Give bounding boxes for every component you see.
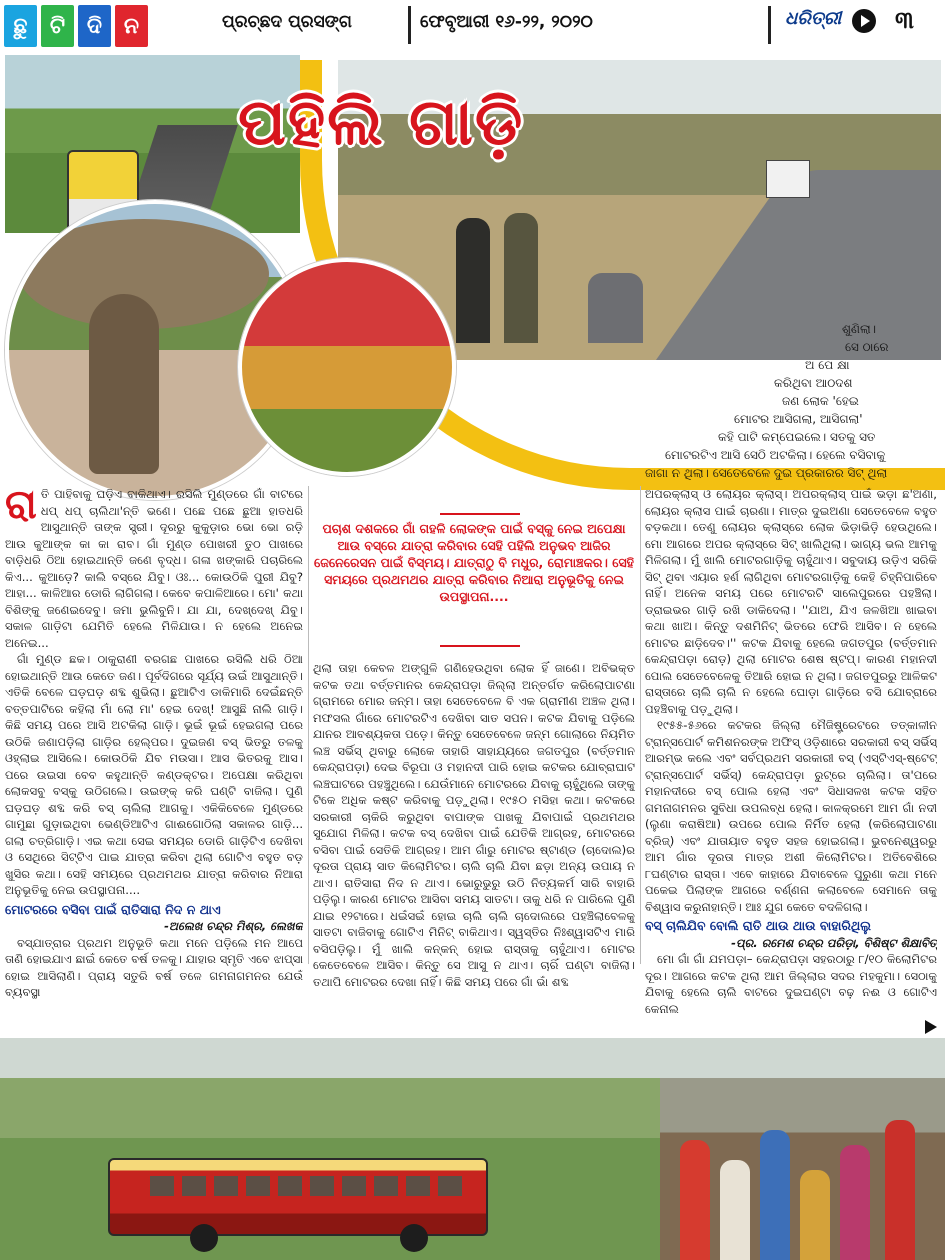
paragraph: ଅପରକ୍ଲାସ୍ ଓ ଲୋୟର କ୍ଲାସ୍। ଅପରକ୍ଲାସ୍ ପାଇଁ ଭଡ଼ା ଛ'ଅଣା, ଲୋୟର କ୍ଲାସ ପାଇଁ ଚାରଣା। ମାତ୍ର ଦୁଇଅଣା ସେତେବେଳେ ବହୁତ ବଡ଼କଥା। ତେଣୁ ଲୋୟର କ୍ଲାସ୍‌ରେ ଲୋକ ଭିଡ଼ାଭିଡ଼ି ହେଉଥିଲେ। ମୋ ଆଗରେ ଅପର କ୍ଲାସ୍‌ରେ ସିଟ୍ ଖାଲିଥିଲା। ଭାଗ୍ୟ ଭଲ ଆମକୁ ମିଳିଗଲା। ମୁଁ ଖାଲି ମୋଟରଗାଡ଼ିକୁ ଚାହୁଁଥାଏ। ସବୁଦାୟ ଉଡ଼ିଏ ସରିକି ସିଟ୍ ଥିବା ଏୟାର ହର୍ଣ ଲାଗିଥିବା ମୋଟରଗାଡ଼ିକୁ କେହି ଚିହ୍ନିପାରିବେ ନାହିଁ। ଅନେକ ସମୟ ପରେ ମୋଟରଟି ସାଲେପୁରରେ ପହଞ୍ଚିଲା। ଡ୍ରାଇଭର ଗାଡ଼ି ରଖି ଡାକିଦେଲା। ''ଯାଅ, ଯିଏ ଜଳଖିଆ ଖାଇବା କଥା ଖାଅ। କିନ୍ତୁ ଦଶମିନିଟ୍ ଭିତରେ ଫେରି ଆସିବ। ନ ହେଲେ ମୋଟର ଛାଡ଼ିଦେବ।'' କଟକ ଯିବାକୁ ହେଲେ ଜଗତପୁର (ବର୍ତ୍ତମାନ କେନ୍ଦ୍ରାପଡ଼ା ରୋଡ଼) ଥିଲା ମୋଟର ଶେଷ ଷ୍ଟପ୍। କାରଣ ମହାନଦୀ ପୋଲ ସେତେବେଳେକୁ ତିଆରି ହୋଇ ନ ଥିଲା। ଜଗତପୁରରୁ ଆଳିକଟ ରାସ୍ତାରେ ଚାଲି ଚାଲି ନ ହେଲେ ଘୋଡ଼ା ଗାଡ଼ିରେ ବସି ଯୋବ୍ରାରେ ପହଞ୍ଚିବାକୁ ପଡ଼ୁଥିଲା। xyxy=(645,487,937,716)
subheading: ମୋଟରରେ ବସିବା ପାଇଁ ରାତିସାରା ନିଦ ନ ଥାଏ xyxy=(5,901,221,917)
page-number: ୩ xyxy=(895,6,914,34)
article-column-1 xyxy=(5,486,303,1038)
intro-line: ଜାଗା ନ ଥିଲା। ସେତେବେଳେ ଦୁଇ ପ୍ରକାରର ସିଟ୍ ଥିଲା xyxy=(645,466,888,480)
issue-date: ଫେବୃଆରୀ ୧୬-୨୨, ୨୦୨୦ xyxy=(420,12,593,32)
intro-line: ଜଣ ଲୋକ 'ହେଇ xyxy=(782,394,859,408)
byline: -ଅଲେଖ ଚନ୍ଦ୍ର ମିଶ୍ର, ଲେଖକ xyxy=(164,919,303,933)
section-letter-3: ଦି xyxy=(78,5,111,47)
pullquote-rule xyxy=(440,645,520,647)
column-name: ପ୍ରଚ୍ଛଦ ପ୍ରସଙ୍ଗ xyxy=(222,12,352,32)
intro-line: ଶୁଣିଲା। xyxy=(842,322,877,336)
paragraph: ମୋ ଗାଁ ଗାଁ ଯମପଡ଼ା– କେନ୍ଦ୍ରାପଡ଼ା ସହରଠାରୁ ୮/୧୦ କିଲୋମିଟର ଦୂର। ଆଗରେ କଟକ ଥିଲା ଆମ ଜିଲ୍ଲାର ସଦର ମହକୁମା। ସେଠାକୁ ଯିବାକୁ ହେଲେ ଚାଲି ବାଟରେ ଦୁଇଘଣ୍ଟା ବଢ଼ ନଈ ଓ ଗୋଟିଏ କେନାଲ xyxy=(645,952,937,1016)
tree-trunk-shape xyxy=(89,294,159,474)
intro-line: ମୋଟର ଆସିଗଲା, ଆସିଗଲା' xyxy=(734,412,863,426)
column-rule xyxy=(640,486,641,964)
paragraph: ଗାଁ ମୁଣ୍ଡ ଛକ। ଠାକୁରାଣୀ ବରଗଛ ପାଖରେ ରସିଲି ଧରି ଠିଆ ହୋଇଥାନ୍ତି ଆଉ କେତେ ଜଣ। ପୂର୍ବଦିଗରେ ସୂର୍ଯ୍ୟ ଉଇଁ ଆସୁଥାନ୍ତି। ଏତିକି ବେଳେ ଘଡ଼ଘଡ଼ ଶବ୍ଦ ଶୁଭିଲା। ଛୁଆଟିଏ ଡାକିମାରି ଦେଇଁଛନ୍ତି ବତ୍ତପାଟିରେ କହିଲା ମାଁ ଲୋ ମା' ହେଇ ଦେଖ୍! ଆସୁଛି ନାଲି ଗାଡ଼ି। କିଛି ସମୟ ପରେ ଆସି ଅଟକିଲା ଗାଡ଼ି। ଭୂଇଁ ଭୂଇଁ ହେଇଗଲା ପରେ ଉଠିକି ଜଣାପଡ଼ିଲା ଗାଡ଼ିର ହେଲ୍‌ପର। ଦୁଇଜଣ ବସ୍ ଭିତରୁ ତଳକୁ ଓହ୍ଲାଇ ଆସିଲେ। କୋଉଠିକି ଯିବ ମଉସା। ଆସ ଭିତରକୁ ଆସ। ପରେ ଉଇସା ବେବ କହୁଥାନ୍ତି କଣ୍ଡକ୍ଟର। ଅପେକ୍ଷା କରିଥିବା ଲୋକସବୁ ବସ୍‌କୁ ଉଠିଗଲେ। ଉଇଙ୍କ୍ କରି ଘଣ୍ଟି ବାଜିଲା। ପୁଣି ଘଡ଼ଘଡ଼ ଶବ୍ଦ କରି ବସ୍ ଚାଲିଲା ଆଗକୁ। ଏକିକିବେଳେ ମୁଣ୍ଡରେ ଗାମୁଛା ଗୁଡ଼ାଇଥିବା ଭେଣ୍ଡିଆଟିଏ ଗାଈଗୋଠିଲା ସକାଳର ଗାଡ଼ି... ଗଲା ଚତ୍ରିଗାଡ଼ି। ଏଇ କଥା ସେଇ ସମୟର ଡୋରି ଗାଡ଼ିଟିଏ ଦେଖିବା ଓ ସେଥିରେ ସିଟ୍‌ଟିଏ ପାଇ ଯାତ୍ରା କରିବା ଥିଲା ଗୋଟିଏ ବହୁତ ବଡ଼ ଖୁସିର କଥା। ସେହି ସମୟରେ ପ୍ରଥମଥର ଯାତ୍ରା କରିବାର ନିଆରା ଅନୁଭୂତିକୁ ନେଇ ଉପସ୍ଥାପନା.... xyxy=(5,652,303,897)
pullquote-rule xyxy=(440,513,520,515)
intro-line: ଅ ପେ କ୍ଷା xyxy=(805,358,850,372)
section-letter-2: ଟି xyxy=(41,5,74,47)
page-header xyxy=(0,0,945,50)
brand-logo: ଧରିତ୍ରୀ xyxy=(785,8,842,29)
section-letter-1: ଛୁ xyxy=(4,5,37,47)
paragraph: ବସ୍‌ଯାତ୍ରାର ପ୍ରଥମ ଅନୁଭୂତି କଥା ମନେ ପଡ଼ିଲେ ମନ ଆପେ ତାଣି ହୋଇଯାଏ ଛାଇଁ କେତେ ବର୍ଷ ତଳକୁ। ଯାହାର ସ୍ମୃତି ଏବେ ଝାପ୍‌ସା ହୋଇ ଆସିଲାଣି। ପ୍ରାୟ ସତୁରି ବର୍ଷ ତଳେ ଗମନାଗମନର ଯେଉଁ ବ୍ୟବସ୍ଥା xyxy=(5,935,303,999)
article-column-2 xyxy=(313,660,635,1038)
bus-wheel-shape xyxy=(190,1224,218,1252)
children-group-shape xyxy=(660,1078,945,1260)
paragraph: ଥିଲା ତାହା କେବଳ ଅଙ୍ଗୁଳି ଗଣିହେଉଥିବା ଲୋକ ହିଁ ଜାଣେ। ଅବିଭକ୍ତ କଟକ ତଥା ବର୍ତ୍ତମାନର କେନ୍ଦ୍ରାପଡ଼ା ଜିଲ୍ଲା ଅନ୍ତର୍ଗତ କରିଲୋପାଟଣା ଗ୍ରାମରେ ମୋର ଜନ୍ମ। ତାହା ସେତେବେଳେ ବି ଏକ ଗ୍ରାମୀଣ ଅଞ୍ଚଳ ଥିଲା। ମଫସଲ ଗାଁରେ ମୋଟରଟିଏ ଦେଖିବା ସାତ ସପନ। କଟକ ଯିବାକୁ ପଡ଼ିଲେ ଯାନର ଆବଶ୍ୟକତା ପଡ଼େ। କିନ୍ତୁ ସେତେବେଳେ ଜନ୍ମ ଗୋଲାରେ ନିୟମିତ ଲଞ୍ଚ ସର୍ଭିସ୍ ଥିବାରୁ ଲୋକେ ତାହାରି ସାହାଯ୍ୟରେ ଜଗତପୁର (ବର୍ତ୍ତମାନ କେନ୍ଦ୍ରାପଡ଼ା) ଦେଇ ବିରୂପା ଓ ମହାନଦୀ ପାରି ହୋଇ କଟକର ଯୋବ୍ରାଘାଟ ଲଞ୍ଚଘାଟରେ ପହଞ୍ଚୁଥିଲେ। ଯେଉଁମାନେ ମୋଟରରେ ଯିବାକୁ ଚାହୁଁଥିଲେ ତାଙ୍କୁ ଟିକେ ଅଧିକ କଷ୍ଟ କରିବାକୁ ପଡ଼ୁଥିଲା। ୧୯୫୦ ମସିହା କଥା। କଟକରେ ସରକାରୀ ଚାକିରି କରୁଥିବା ବାପାଙ୍କ ପାଖକୁ ଯିବାପାଇଁ ପ୍ରଥମଥର ସୁଯୋଗ ମିଳିଲା। କଟକ ବସ୍ ଦେଖିବା ପାଇଁ ଯେତିକି ଆଗ୍ରହ, ମୋଟରରେ ବସିବା ପାଇଁ ସେତିକି ଆଗ୍ରହ। ଆମ ଗାଁରୁ ମୋଟର ଷ୍ଟାଣ୍ଡ (ଚାଦୋଲ)ର ଦୂରତା ପ୍ରାୟ ସାତ କିଲୋମିଟର। ଚାଲି ଚାଲି ଯିବା ଛଡ଼ା ଅନ୍ୟ ଉପାୟ ନ ଥାଏ। ରାତିସାରା ନିଦ ନ ଥାଏ। ଭୋରୁଭୁରୁ ଉଠି ନିତ୍ୟକର୍ମ ସାରି ବାହାରି ପଡ଼ିଲୁ। କାରଣ ମୋଟର ଆସିବା ସମୟ ସାତଟା। ତାକୁ ଧରି ନ ପାରିଲେ ପୁଣି ଯାଇ ୧୨ଟାରେ। ଧଇଁସଇଁ ହୋଇ ଚାଲି ଚାଲି ଚାଦୋଲରେ ପହଞ୍ଚିଲାବେଳକୁ ସାତଟା ବାଜିବାକୁ ଗୋଟିଏ ମିନିଟ୍ ବାକିଥାଏ। ସ୍ୱସ୍ତିର ନିଃଶ୍ୱାସଟିଏ ମାରି ବସିପଡ଼ିଲୁ। ମୁଁ ଖାଲି କନ୍‌କନ୍ ହୋଇ ରାସ୍ତାକୁ ଚାହୁଁଥାଏ। ମୋଟର କେତେବେଳେ ଆସିବ। କିନ୍ତୁ ସେ ଆସୁ ନ ଥାଏ। ଚାରିଁ ଘଣ୍ଟା ବାଜିଲା। ତଥାପି ମୋଟରର ଦେଖା ନାହିଁ। କିଛି ସମୟ ପରେ ଗାଁ ଭାଁ ଶବ୍ଦ xyxy=(313,661,635,989)
column-rule xyxy=(308,486,309,964)
paragraph: ୧୯୫୫-୫୬ରେ କଟକର ଜିଲ୍ଲା ମୈଜିଷ୍ଟ୍ରେଟରେ ତତ୍‌କାଳୀନ ଟ୍ରାନ୍ସପୋର୍ଟ କମିଶନରଙ୍କ ଅଫିସ୍ ଓଡ଼ିଶାରେ ସରକାରୀ ବସ୍ ସର୍ଭିସ୍ ଆରମ୍ଭ କଲେ ଏବଂ ସର୍ବପ୍ରଥମ ସରକାରୀ ବସ୍ (ଏସ୍‌ଟିଏସ୍-ଷ୍ଟେଟ୍ ଟ୍ରାନ୍ସପୋର୍ଟ ସର୍ଭିସ୍) କେନ୍ଦ୍ରାପଡ଼ା ରୁଟ୍‌ରେ ଚାଲିଲା। ତା'ପରେ ମହାନଦୀରେ ବସ୍ ପୋଲ ହେଲା ଏବଂ ସିଧାସଳଖ କଟକ ସହିତ ଗମନାଗମନର ସୁବିଧା ଉପଲବ୍ଧ ହେଲା। କାଳକ୍ରମେ ଆମ ଗାଁ ନଦୀ (ଲୁଣା କରାଷିଆ) ଉପରେ ପୋଲ ନିର୍ମିତ ହେଲା (କରିଲୋପାଟଣା ବ୍ରିଜ୍) ଏବଂ ଯାତାୟାତ ବହୁତ ସହଜ ହୋଇଗଲା। ଭୁବନେଶ୍ୱରରୁ ଆମ ଗାଁର ଦୂରତା ମାତ୍ର ଅଶୀ କିଲୋମିଟର। ଅତିବେଶିରେ ୮ଘଣ୍ଟାର ରାସ୍ତା। ଏବେ କାହାରେ ଯିବାବେଳେ ପୁରୁଣା କଥା ମନେ ପକେଇ ପିଲାଙ୍କ ଆଗରେ ବର୍ଣ୍ଣନା କଲାବେଳେ ସେମାନେ ତାକୁ ବିଶ୍ୱାସ କରୁନାହାନ୍ତି। ଆଃ ଯୁଗ କେତେ ବଦଳିଗଲା। xyxy=(645,718,937,914)
red-bus-shape xyxy=(108,1158,488,1236)
bus-wheel-shape xyxy=(400,1224,428,1252)
paragraph xyxy=(5,486,303,651)
subheading: ବସ୍ ଚାଲିଯିବ ବୋଲି ରାତି ଥାଉ ଥାଉ ବାହାରିଥିଲୁ xyxy=(645,918,872,933)
article-column-3 xyxy=(645,486,937,1038)
header-divider xyxy=(408,6,411,44)
drop-cap: ରା xyxy=(5,486,37,528)
headline: ପହିଲି ଗାଡ଼ି xyxy=(238,86,525,160)
intro-line: ସେ ଠାରେ xyxy=(845,340,889,354)
byline: -ପ୍ର. ରମେଶ ଚନ୍ଦ୍ର ପରିଡ଼ା, ବିଶିଷ୍ଟ ଶିକ୍ଷାବିତ୍ xyxy=(731,935,937,950)
crowd-at-bus-photo xyxy=(238,258,456,476)
intro-line: କରିଥିବା ଆଠଦଶ xyxy=(774,376,853,390)
red-bus-children-photo xyxy=(0,1038,945,1260)
play-icon xyxy=(852,9,876,33)
intro-line: କହି ପାଟି କମ୍ପେଇଲେ। ସତକୁ ସତ xyxy=(718,430,876,444)
pullquote: ପଚାଶ ଦଶକରେ ଗାଁ ଗହଳି ଲୋକଙ୍କ ପାଇଁ ବସ୍‌କୁ ନେଇ ଅପେକ୍ଷା ଆଉ ବସ୍‌ରେ ଯାତ୍ରା କରିବାର ସେହି ପହିଲି ଅନୁଭବ ଆଜିର ଜେନେରେସନ ପାଇଁ ବିସ୍ମୟ। ଯାତ୍ରାଠୁ ବି ମଧୁର, ରୋମାଞ୍ଚକର। ସେହି ସମୟରେ ପ୍ରଥମଥର ଯାତ୍ରା କରିବାର ନିଆରା ଅନୁଭୂତିକୁ ନେଇ ଉପସ୍ଥାପନା.... xyxy=(314,521,634,604)
header-divider xyxy=(768,6,771,44)
section-letter-4: ନ xyxy=(115,5,148,47)
intro-line: ମୋଟରଟିଏ ଆସି ସେଠି ଅଟକିଲା। ହେଲେ ବସିବାକୁ xyxy=(665,448,886,462)
continue-arrow-icon xyxy=(925,1020,937,1034)
paragraph-text: ତି ପାହିବାକୁ ଘଡ଼ିଏ ବାକିଥାଏ। ରସିଲି ମୁଣ୍ଡରେ ଗାଁ ବାଟରେ ଧପ୍ ଧପ୍ ଚାଲିଥା'ନ୍ତି ଭଣେ। ପଛେ ପଛେ ଛୁଆ ହାତଧରି ଆସୁଥାନ୍ତି ତାଙ୍କ ସ୍ତ୍ରୀ। ଦୂରରୁ କୁକୁଡ଼ାର ଭୋ ଭୋ ରଡ଼ି ଆଉ କୁଆଙ୍କ କା କା ରାବ। ଗାଁ ମୁଣ୍ଡ ପୋଖରୀ ତୁଠ ପାଖରେ ବାଡ଼ିଧରି ଠିଆ ହୋଇଥାନ୍ତି ଜଣେ ବୃଦ୍ଧ। ଗଳା ଖଙ୍କାରି ପଚାରିଲେ କିଏ... କୁଆଡ଼େ? କାଲି ବସ୍‌ରେ ଯିବୁ। ଓଃ... କୋଉଠିକି ପୁରୀ ଯିବୁ? ଆହା... କାଳିଆର ଡୋରି ଲାଗିଗଲା। କେବେ କପାଳିଆରେ। ମୋ' କଥା ବିଶିଙ୍କୁ ଜଣେଇଦେବୁ। ଜମା ଭୁଲିବୁନି। ଯା ଯା, ଦେଖ୍ଦେଖ୍ ଯିବୁ। ସକାଳ ଗାଡ଼ିଟା ଯେମିତି ହେଲେ ମିଳିଯାଉ। ନ ହେଲେ ଅନେଇ ଅନେଇ... xyxy=(5,487,303,650)
